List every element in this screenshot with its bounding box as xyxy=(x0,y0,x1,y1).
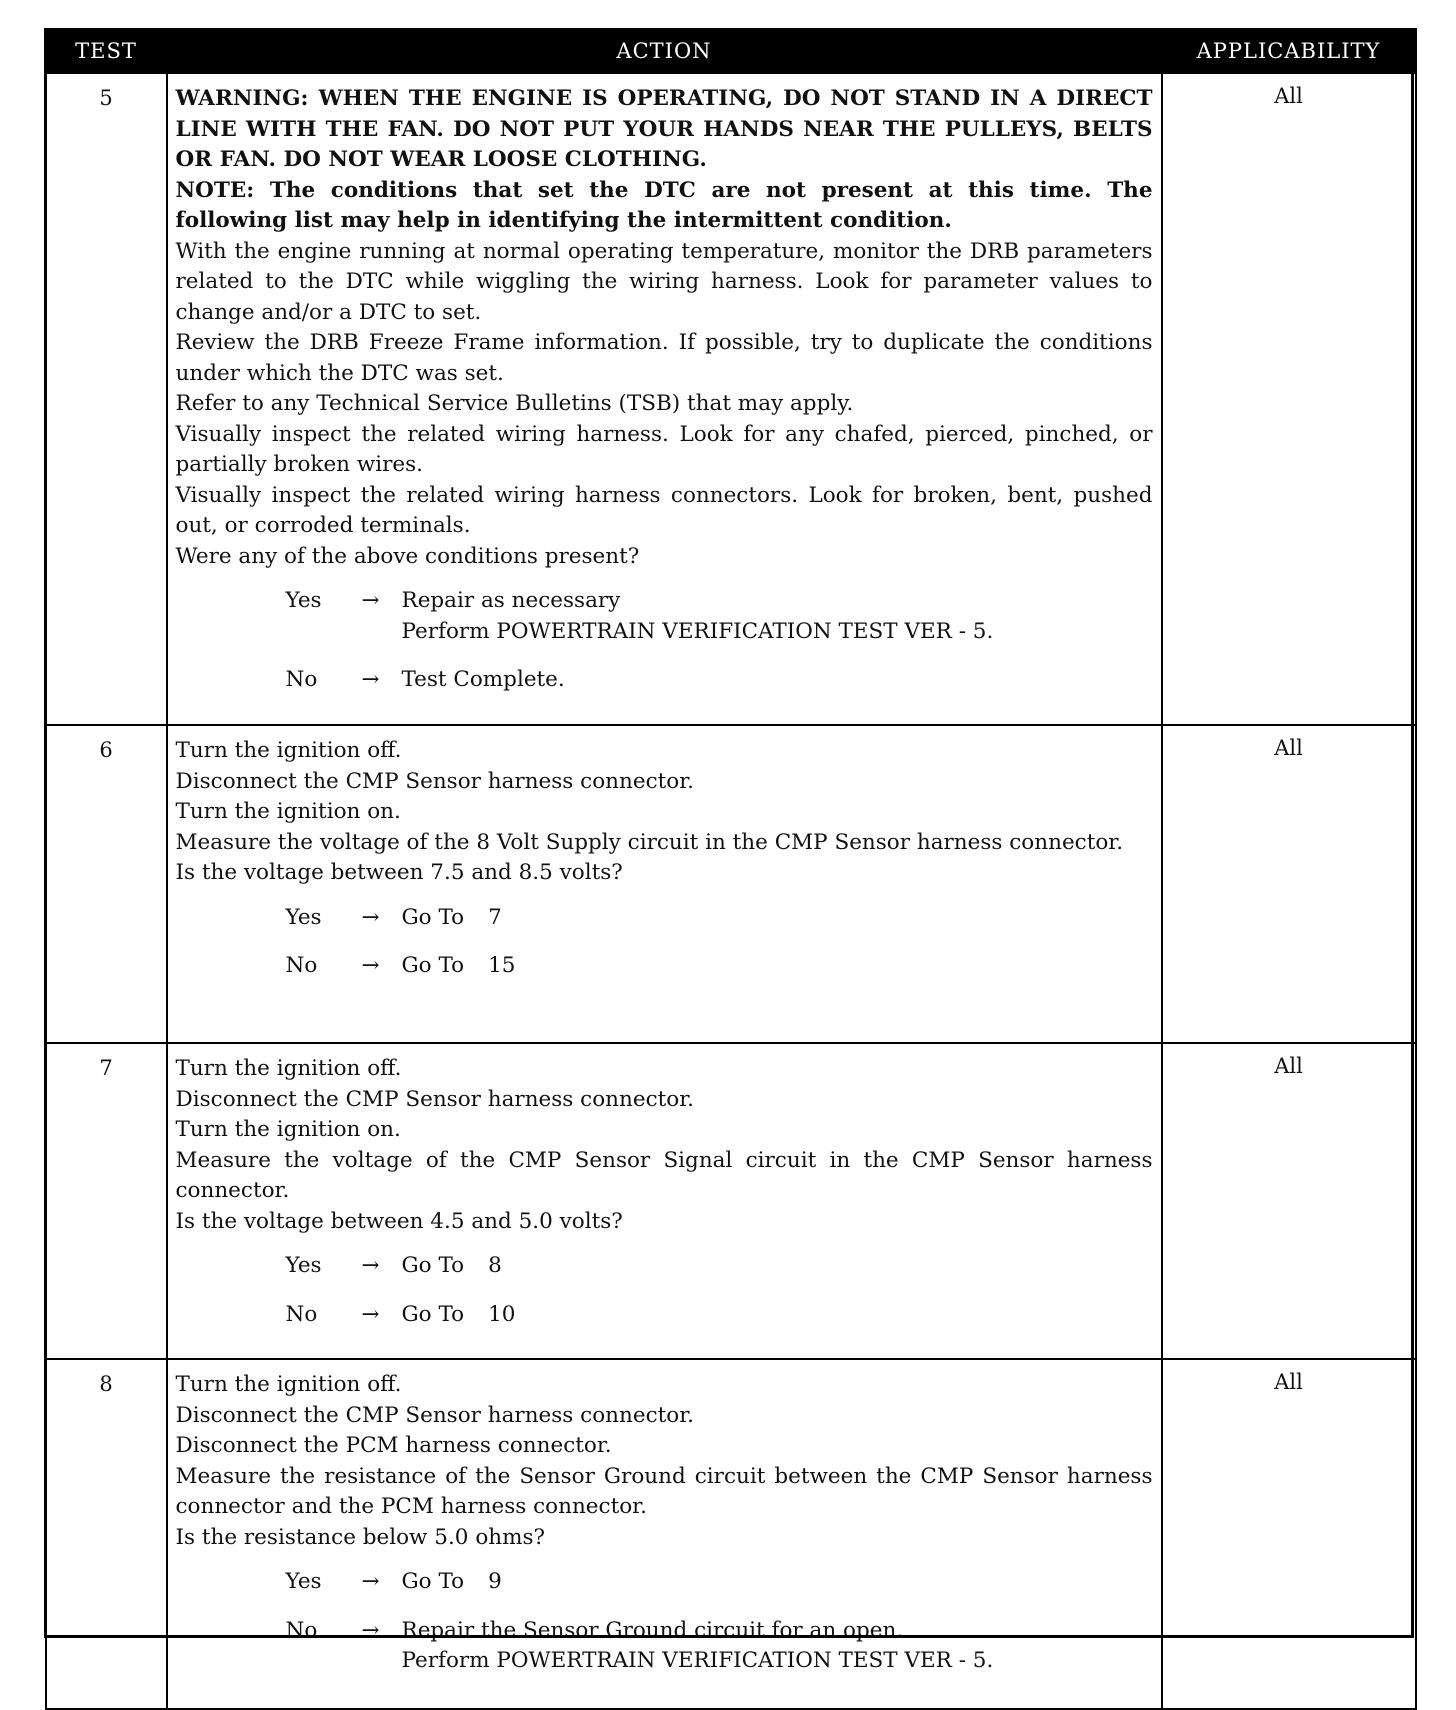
answer-label: Yes xyxy=(285,1253,322,1278)
goto-target: 10 xyxy=(488,1301,516,1327)
action-step: With the engine running at normal operating temperature, monitor the DRB parameters related to the DTC while wiggling the wiring harness. Look for parameter values to change and/or a DTC to set. xyxy=(175,238,1153,325)
answer-list xyxy=(176,1251,1153,1330)
goto-target: 15 xyxy=(488,953,516,978)
goto-label: Go To xyxy=(401,1569,465,1594)
question-text: Is the voltage between 4.5 and 5.0 volts? xyxy=(175,1208,623,1234)
action-step: Visually inspect the related wiring harness. Look for any chafed, pierced, pinched, or partially broken wires. xyxy=(175,421,1153,477)
goto-label: Go To xyxy=(401,1253,465,1278)
right-arrow-icon: → xyxy=(361,1569,380,1594)
test-number: 5 xyxy=(46,73,167,726)
answer-result-line: Test Complete. xyxy=(401,667,565,692)
table-row-test-5 xyxy=(46,73,1416,726)
applicability-value: All xyxy=(1162,725,1416,1043)
action-step: Measure the resistance of the Sensor Ground circuit between the CMP Sensor harness connector and the PCM harness connector. xyxy=(175,1463,1153,1519)
answer-result xyxy=(396,1567,1153,1598)
applicability-value: All xyxy=(1162,1043,1416,1359)
goto-label: Go To xyxy=(401,953,465,978)
answer-yes xyxy=(176,903,1153,934)
answer-result xyxy=(396,1616,1153,1677)
warning-text: WARNING: WHEN THE ENGINE IS OPERATING, DO NOT STAND IN A DIRECT LINE WITH THE FAN. DO NOT PUT YOUR HANDS NEAR THE PULLEYS, BELTS OR FAN. DO NOT WEAR LOOSE CLOTHING. xyxy=(175,86,1153,172)
answer-label: Yes xyxy=(285,588,322,613)
right-arrow-icon: → xyxy=(361,1253,380,1278)
diagnostic-procedure-page xyxy=(44,28,1414,1710)
answer-label: No xyxy=(285,667,318,692)
applicability-value: All xyxy=(1162,1359,1416,1709)
action-step: Visually inspect the related wiring harness connectors. Look for broken, bent, pushed out, or corroded terminals. xyxy=(175,482,1153,538)
action-step: Disconnect the CMP Sensor harness connector. xyxy=(175,1402,694,1428)
test-number: 6 xyxy=(46,725,167,1043)
action-step: Refer to any Technical Service Bulletins (TSB) that may apply. xyxy=(175,391,854,416)
action-step: Disconnect the PCM harness connector. xyxy=(175,1433,612,1458)
action-step: Turn the ignition on. xyxy=(175,1117,401,1142)
answer-result-line: Repair the Sensor Ground circuit for an open. xyxy=(401,1617,904,1643)
right-arrow-icon: → xyxy=(361,667,380,692)
action-cell xyxy=(167,1043,1162,1359)
action-step: Turn the ignition off. xyxy=(175,738,402,763)
action-cell xyxy=(167,725,1162,1043)
answer-label: Yes xyxy=(285,904,322,930)
header-action: ACTION xyxy=(167,30,1162,73)
answer-list xyxy=(176,1567,1153,1677)
answer-result xyxy=(396,903,1153,934)
goto-target: 7 xyxy=(488,904,502,930)
action-step: Turn the ignition off. xyxy=(175,1372,402,1397)
action-step: Disconnect the CMP Sensor harness connector. xyxy=(175,768,694,794)
test-number: 8 xyxy=(46,1359,167,1709)
action-step: Measure the voltage of the CMP Sensor Signal circuit in the CMP Sensor harness connector. xyxy=(175,1147,1153,1203)
answer-yes xyxy=(176,586,1153,647)
diagnostic-test-table xyxy=(44,28,1417,1710)
answer-result-line: Perform POWERTRAIN VERIFICATION TEST VER - 5. xyxy=(401,1648,994,1673)
question-text: Is the resistance below 5.0 ohms? xyxy=(175,1524,546,1550)
goto-target: 9 xyxy=(488,1569,502,1594)
right-arrow-icon: → xyxy=(361,1617,380,1643)
answer-label: Yes xyxy=(285,1569,322,1594)
right-arrow-icon: → xyxy=(361,1301,380,1327)
answer-result xyxy=(396,1300,1153,1331)
action-step: Disconnect the CMP Sensor harness connector. xyxy=(175,1086,694,1112)
table-header-row xyxy=(46,30,1416,73)
answer-no xyxy=(176,665,1153,696)
action-cell xyxy=(167,73,1162,726)
goto-label: Go To xyxy=(401,1301,465,1327)
action-step: Review the DRB Freeze Frame information. If possible, try to duplicate the conditions under which the DTC was set. xyxy=(175,330,1153,386)
action-cell xyxy=(167,1359,1162,1709)
table-row-test-7 xyxy=(46,1043,1416,1359)
answer-yes xyxy=(176,1251,1153,1282)
answer-no xyxy=(176,1616,1153,1677)
answer-yes xyxy=(176,1567,1153,1598)
action-step: Turn the ignition off. xyxy=(175,1056,402,1081)
question-text: Is the voltage between 7.5 and 8.5 volts? xyxy=(175,860,623,885)
goto-label: Go To xyxy=(401,904,465,930)
header-test: TEST xyxy=(46,30,167,73)
applicability-value: All xyxy=(1162,73,1416,726)
table-row-test-6 xyxy=(46,725,1416,1043)
answer-no xyxy=(176,1300,1153,1331)
answer-result xyxy=(396,951,1153,982)
right-arrow-icon: → xyxy=(361,953,380,978)
answer-result xyxy=(396,1251,1153,1282)
answer-list xyxy=(176,903,1153,982)
note-text: NOTE: The conditions that set the DTC are not present at this time. The following list may help in identifying the intermittent condition. xyxy=(175,177,1153,233)
answer-result xyxy=(396,586,1153,647)
answer-result xyxy=(396,665,1153,696)
question-text: Were any of the above conditions present? xyxy=(175,543,640,569)
answer-result-line: Perform POWERTRAIN VERIFICATION TEST VER - 5. xyxy=(401,618,994,644)
action-step: Turn the ignition on. xyxy=(175,799,401,824)
answer-list xyxy=(176,586,1153,696)
goto-target: 8 xyxy=(488,1253,502,1278)
right-arrow-icon: → xyxy=(361,588,380,613)
answer-label: No xyxy=(285,953,318,978)
table-row-test-8 xyxy=(46,1359,1416,1709)
answer-result-line: Repair as necessary xyxy=(401,588,621,613)
right-arrow-icon: → xyxy=(361,904,380,930)
answer-label: No xyxy=(285,1617,318,1643)
answer-no xyxy=(176,951,1153,982)
header-applicability: APPLICABILITY xyxy=(1162,30,1416,73)
test-number: 7 xyxy=(46,1043,167,1359)
answer-label: No xyxy=(285,1301,318,1327)
action-step: Measure the voltage of the 8 Volt Supply circuit in the CMP Sensor harness connector. xyxy=(175,829,1124,855)
